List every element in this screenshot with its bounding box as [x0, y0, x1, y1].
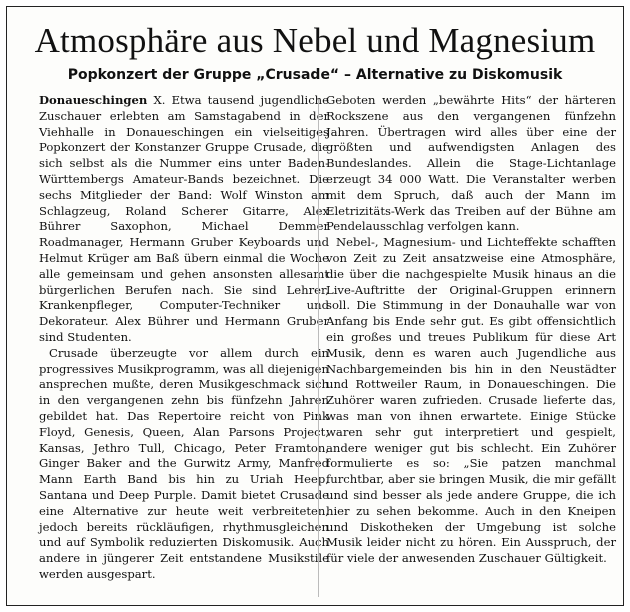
paragraph-intro: [39, 93, 329, 346]
paragraph: Nebel-, Magnesium- und Lichteffekte schafften von Zeit zu Zeit ansatzweise eine Atmosphäre, die über die nachgespielte Musik hinaus an die Live-Auftritte der Original-Gruppen erinnern soll. Die Stimmung in der Donauhalle war von Anfang bis Ende sehr gut. Es gibt offensichtlich ein großes und treues Publikum für diese Art Musik, denn es waren auch Jugendliche aus Nachbargemeinden bis hin in den Neustädter und Rottweiler Raum, in Donaueschingen. Die Zuhörer waren zufrieden. Crusade lieferte das, was man von ihnen erwartete. Einige Stücke waren sehr gut interpretiert und gespielt, andere weniger gut bis schlecht. Ein Zuhörer formulierte es so: „Sie patzen manchmal furchtbar, aber sie bringen Musik, die mir gefällt und sind besser als jede andere Gruppe, die ich hier zu sehen bekomme. Auch in den Kneipen und Diskotheken der Umgebung ist solche Musik leider nicht zu hören. Ein Ausspruch, der für viele der anwesenden Zuschauer Gültigkeit.: [326, 235, 616, 566]
paragraph-text: Etwa tausend jugendliche Zuschauer erlebten am Samstagabend in der Viehhalle in Donaueschingen ein vielseitiges Popkonzert der Konstanzer Gruppe Crusade, die sich selbst als die Nummer eins unter Baden-Württembergs Amateur-Bands bezeichnet. Die sechs Mitglieder der Band: Wolf Winston am Schlagzeug, Roland Scherer Gitarre, Alex Bührer Saxophon, Michael Demmer Roadmanager, Hermann Gruber Keyboards und Helmut Krüger am Baß übern einmal die Woche alle gemeinsam und gehen ansonsten allesamt bürgerlichen Berufen nach. Sie sind Lehrer, Krankenpfleger, Computer-Techniker und Dekorateur. Alex Bührer und Hermann Gruber sind Studenten.: [39, 93, 330, 344]
column-divider: [318, 99, 319, 597]
paragraph: Crusade überzeugte vor allem durch ein progressives Musikprogramm, was all diejenigen ansprechen mußte, deren Musikgeschmack sich in den vergangenen zehn bis fünfzehn Jahren gebildet hat. Das Repertoire reicht von Pink Floyd, Genesis, Queen, Alan Parsons Project, Kansas, Jethro Tull, Chicago, Peter Framton, Ginger Baker and the Gurwitz Army, Manfred Mann Earth Band bis hin zu Uriah Heep, Santana und Deep Purple. Damit bietet Crusade eine Alternative zur heute weit verbreiteten, jedoch bereits rückläufigen, rhythmusgleichen und auf Symbolik reduzierten Diskomusik. Auch andere in jüngerer Zeit entstandene Musikstile werden ausgespart.: [39, 345, 329, 581]
article-column-left: [39, 93, 329, 583]
author-mark: X.: [153, 93, 166, 107]
subheadline: Popkonzert der Gruppe „Crusade“ – Alternative zu Diskomusik: [67, 67, 563, 83]
headline: Atmosphäre aus Nebel und Magnesium: [34, 21, 596, 60]
dateline: Donaueschingen: [39, 93, 148, 107]
article-column-right: [326, 93, 616, 567]
newspaper-clipping: [6, 6, 624, 606]
paragraph: Geboten werden „bewährte Hits“ der härteren Rockszene aus den vergangenen fünfzehn Jahren. Übertragen wird alles über eine der größten und aufwendigsten Anlagen des Bundeslandes. Allein die Stage-Lichtanlage erzeugt 34 000 Watt. Die Veranstalter werben mit dem Spruch, daß auch der Mann im Eletrizitäts-Werk das Treiben auf der Bühne am Pendelausschlag verfolgen kann.: [326, 93, 616, 234]
